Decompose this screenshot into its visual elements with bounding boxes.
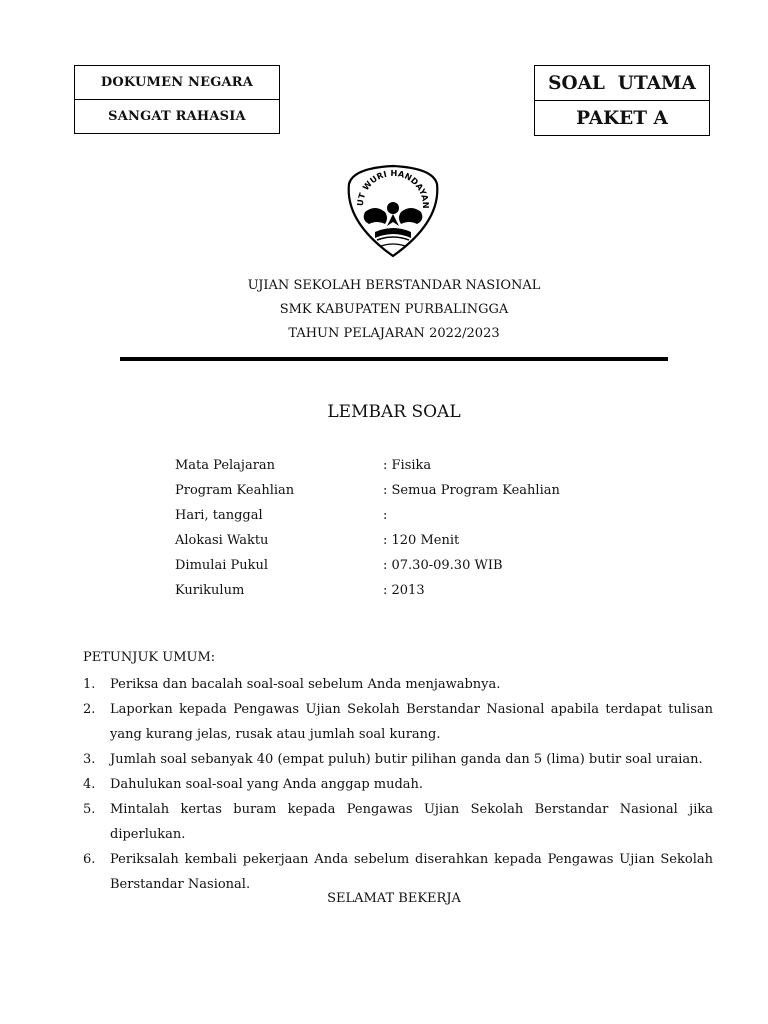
- info-label: Mata Pelajaran: [175, 458, 276, 473]
- instruction-number: 2.: [83, 702, 96, 717]
- info-row: [175, 457, 683, 482]
- instruction-text: Dahulukan soal-soal yang Anda anggap mudah.: [110, 777, 424, 792]
- instruction-item: [83, 772, 713, 797]
- instruction-text: Laporkan kepada Pengawas Ujian Sekolah Berstandar Nasional apabila terdapat tulisan yang kurang jelas, rusak atau jumlah soal kurang.: [110, 702, 713, 742]
- instruction-item: [83, 797, 713, 847]
- info-value: : 2013: [383, 583, 425, 598]
- exam-name: UJIAN SEKOLAH BERSTANDAR NASIONAL: [247, 278, 541, 293]
- instruction-item: [83, 697, 713, 747]
- instructions-heading: PETUNJUK UMUM:: [83, 650, 216, 665]
- info-value: :: [383, 508, 388, 523]
- instruction-number: 6.: [83, 852, 96, 867]
- logo-motto: UT WURI HANDAYAN: [354, 167, 432, 209]
- instruction-item: [83, 747, 713, 772]
- info-value: : Semua Program Keahlian: [383, 483, 560, 498]
- instruction-number: 4.: [83, 777, 96, 792]
- instruction-number: 3.: [83, 752, 96, 767]
- classification-line-1: DOKUMEN NEGARA: [75, 66, 279, 100]
- general-instructions: [83, 650, 713, 897]
- info-label: Kurikulum: [175, 583, 245, 598]
- info-row: [175, 582, 683, 607]
- academic-year: TAHUN PELAJARAN 2022/2023: [288, 326, 500, 341]
- institution-header: [120, 276, 668, 348]
- info-label: Dimulai Pukul: [175, 558, 269, 573]
- instruction-text: Jumlah soal sebanyak 40 (empat puluh) butir pilihan ganda dan 5 (lima) butir soal uraian.: [110, 752, 703, 767]
- package-box: [534, 65, 710, 136]
- info-value: : Fisika: [383, 458, 432, 473]
- info-label: Hari, tanggal: [175, 508, 263, 523]
- instruction-item: [83, 672, 713, 697]
- closing-message: SELAMAT BEKERJA: [327, 891, 461, 906]
- package-line-2: PAKET A: [576, 107, 668, 129]
- instruction-text: Periksalah kembali pekerjaan Anda sebelum diserahkan kepada Pengawas Ujian Sekolah Berstandar Nasional.: [110, 852, 713, 892]
- tut-wuri-handayani-emblem-icon: [345, 162, 441, 260]
- header-divider: [120, 357, 668, 361]
- package-line-1: SOAL UTAMA: [535, 66, 709, 101]
- info-value: : 07.30-09.30 WIB: [383, 558, 503, 573]
- classification-box: [74, 65, 280, 134]
- instruction-text: Periksa dan bacalah soal-soal sebelum Anda menjawabnya.: [110, 677, 501, 692]
- info-value: : 120 Menit: [383, 533, 460, 548]
- instruction-number: 5.: [83, 802, 96, 817]
- instruction-item: [83, 847, 713, 897]
- info-row: [175, 532, 683, 557]
- classification-line-2: SANGAT RAHASIA: [108, 109, 246, 124]
- instruction-text: Mintalah kertas buram kepada Pengawas Ujian Sekolah Berstandar Nasional jika diperlukan.: [110, 802, 713, 842]
- instructions-list: [83, 672, 713, 897]
- page-title: LEMBAR SOAL: [327, 402, 461, 422]
- info-row: [175, 557, 683, 582]
- exam-info-table: [175, 457, 683, 607]
- school-name: SMK KABUPATEN PURBALINGGA: [279, 302, 509, 317]
- info-label: Program Keahlian: [175, 483, 295, 498]
- info-row: [175, 482, 683, 507]
- instruction-number: 1.: [83, 677, 96, 692]
- info-row: [175, 507, 683, 532]
- info-label: Alokasi Waktu: [175, 533, 269, 548]
